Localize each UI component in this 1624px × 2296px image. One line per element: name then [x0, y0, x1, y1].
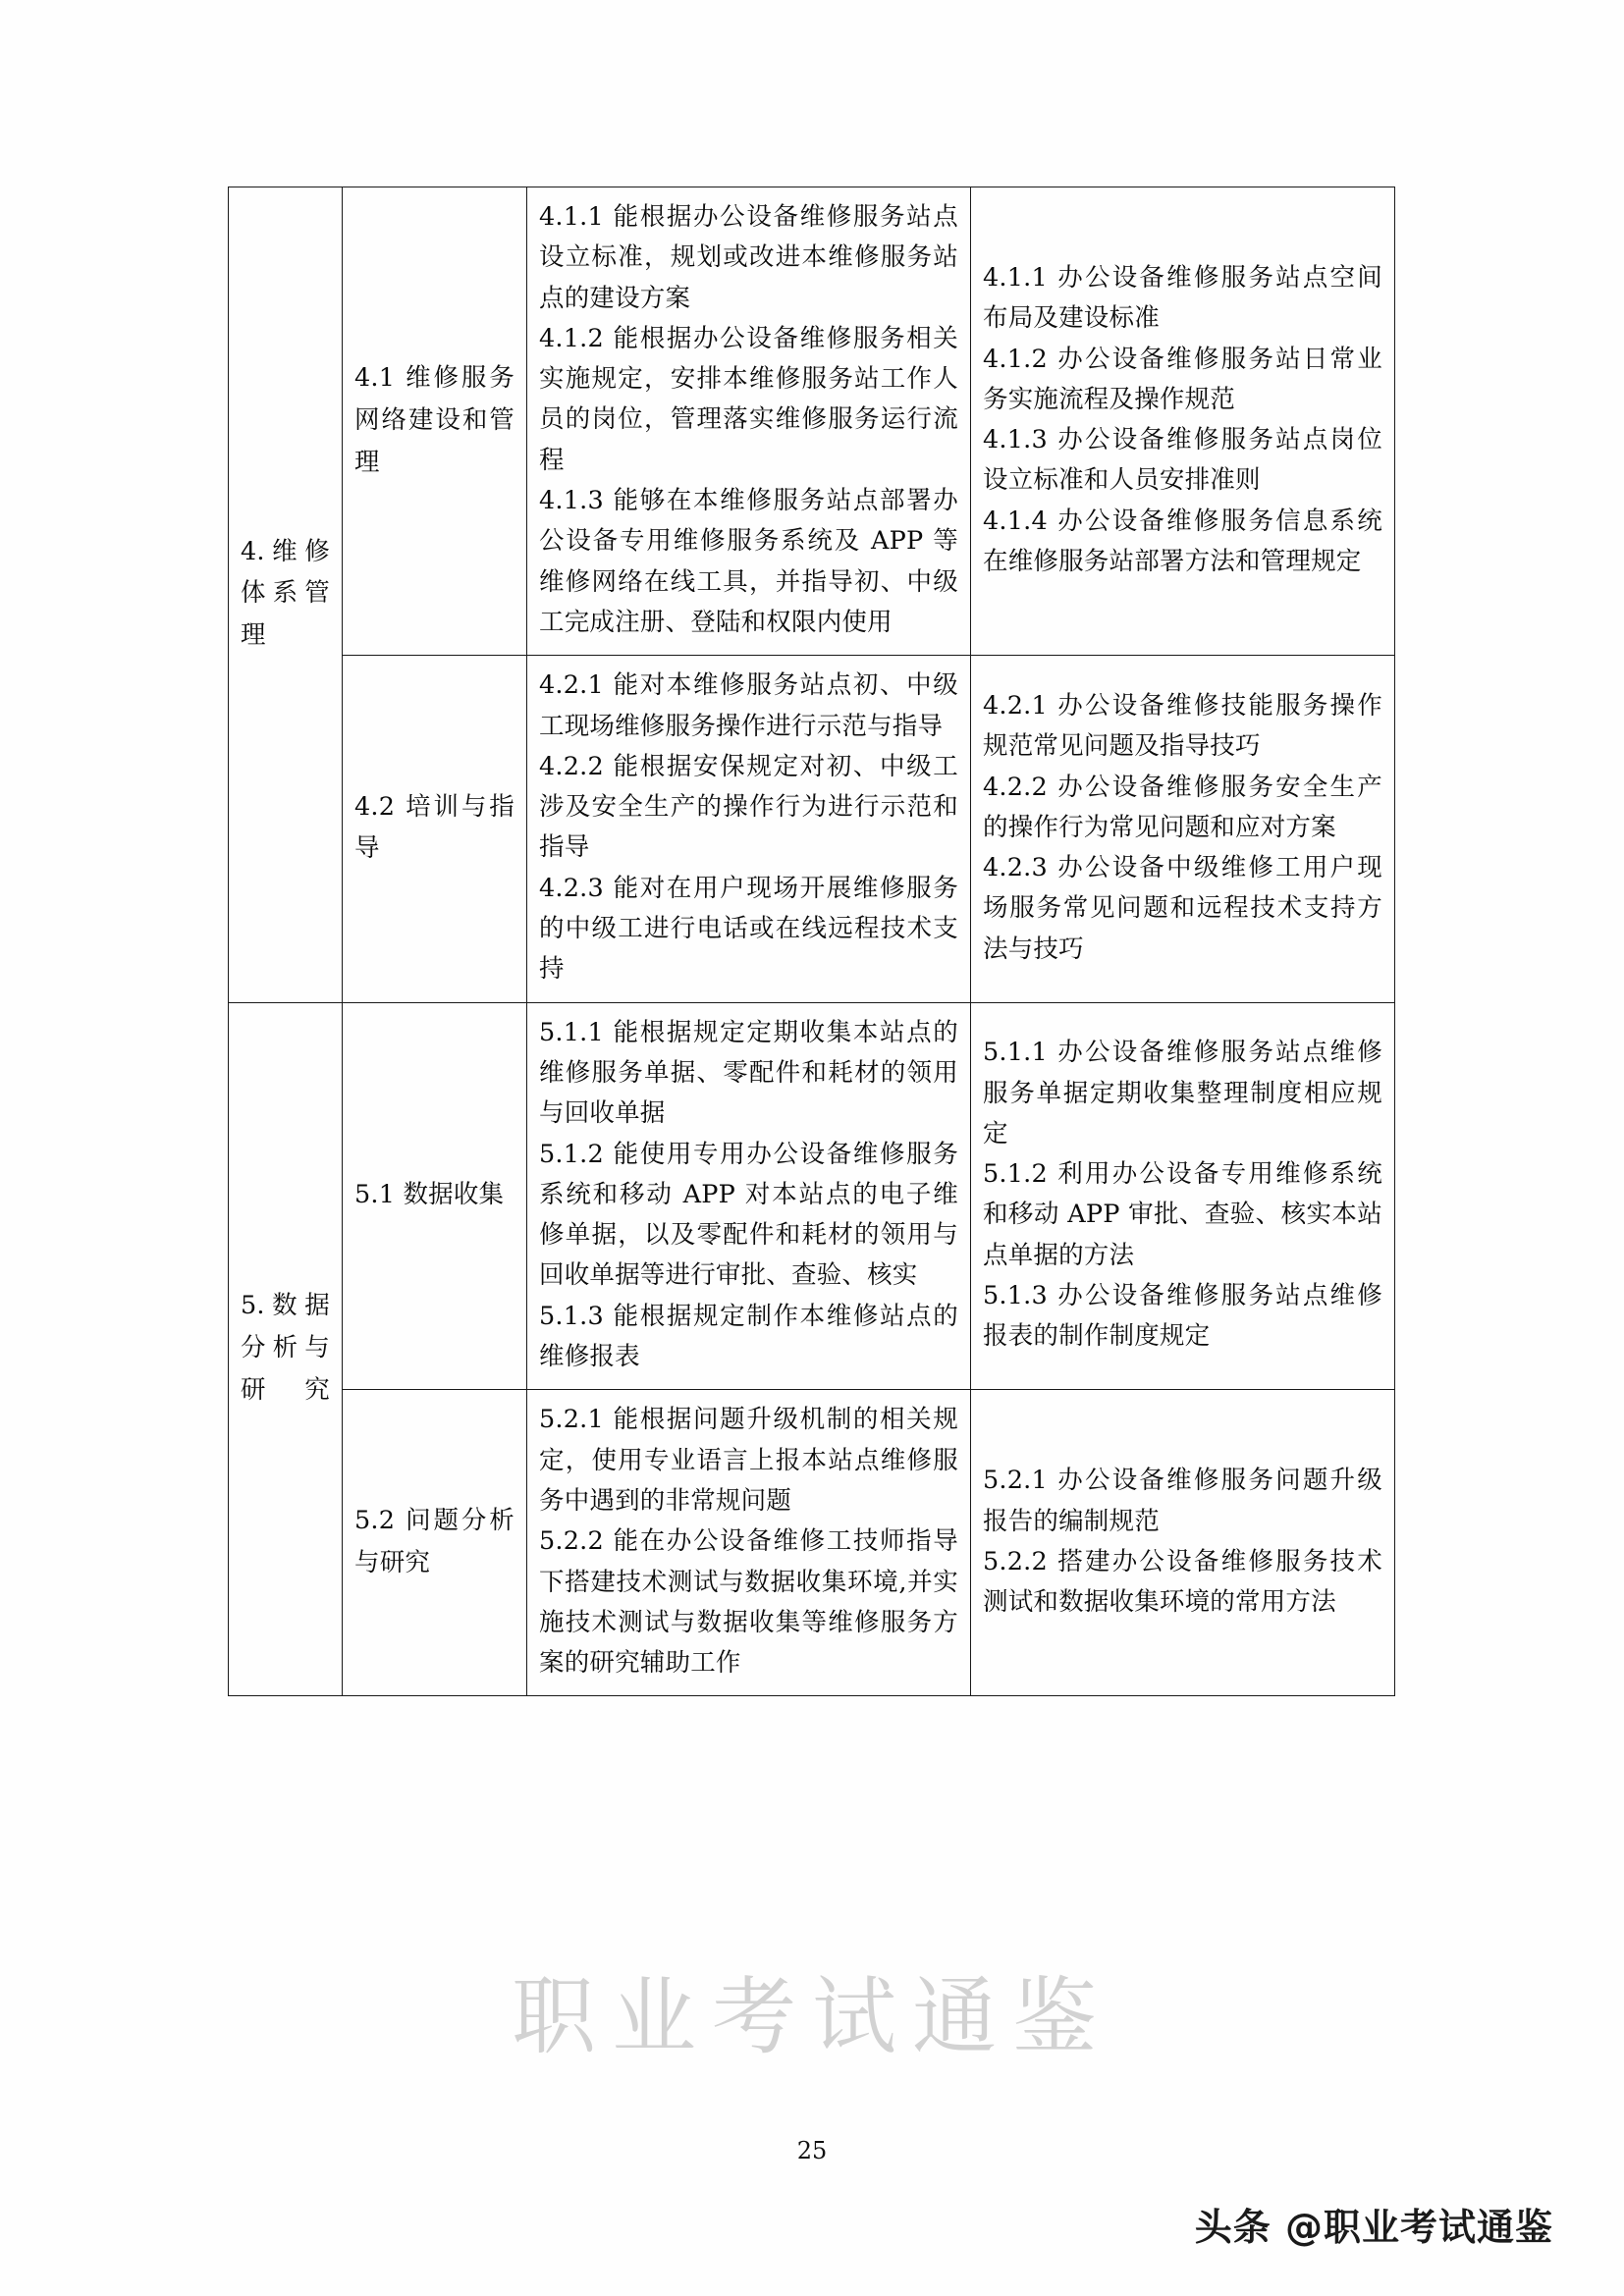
knowledge-item: 5.2.1 办公设备维修服务问题升级报告的编制规范: [983, 1466, 1382, 1536]
requirements-cell-5-1: [527, 1002, 971, 1390]
knowledge-item: 5.1.3 办公设备维修服务站点维修报表的制作制度规定: [983, 1281, 1382, 1352]
requirement-item: 5.2.2 能在办公设备维修工技师指导下搭建技术测试与数据收集环境,并实施技术测试与数据收集等维修服务方案的研究辅助工作: [539, 1526, 958, 1679]
knowledge-cell-4-1: [971, 187, 1395, 656]
knowledge-item: 5.1.2 利用办公设备专用维修系统和移动 APP 审批、查验、核实本站点单据的方法: [983, 1159, 1382, 1270]
table-row: [229, 656, 1395, 1002]
requirement-item: 5.1.1 能根据规定定期收集本站点的维修服务单据、零配件和耗材的领用与回收单据: [539, 1017, 958, 1129]
page-watermark: 职业考试通鉴: [512, 1968, 1112, 2066]
knowledge-item: 4.1.2 办公设备维修服务站日常业务实施流程及操作规范: [983, 344, 1382, 414]
sub-item-label-5-2: 5.2 问题分析与研究: [354, 1506, 514, 1577]
spec-table-container: [228, 187, 1394, 1696]
requirements-cell-4-2: [527, 656, 971, 1002]
requirement-item: 5.1.3 能根据规定制作本维修站点的维修报表: [539, 1301, 958, 1372]
sub-item-cell-5-1: [343, 1002, 527, 1390]
sub-item-cell-4-2: [343, 656, 527, 1002]
knowledge-cell-5-2: [971, 1390, 1395, 1696]
knowledge-item: 4.1.4 办公设备维修服务信息系统在维修服务站部署方法和管理规定: [983, 506, 1382, 577]
requirement-item: 5.2.1 能根据问题升级机制的相关规定，使用专业语言上报本站点维修服务中遇到的非常规问题: [539, 1405, 958, 1516]
table-row: [229, 1002, 1395, 1390]
knowledge-item: 4.2.3 办公设备中级维修工用户现场服务常见问题和远程技术支持方法与技巧: [983, 853, 1382, 964]
knowledge-item: 5.1.1 办公设备维修服务站点维修服务单据定期收集整理制度相应规定: [983, 1038, 1382, 1148]
sub-item-cell-4-1: [343, 187, 527, 656]
knowledge-item: 4.2.1 办公设备维修技能服务操作规范常见问题及指导技巧: [983, 690, 1382, 762]
table-row: [229, 187, 1395, 656]
knowledge-item: 4.1.3 办公设备维修服务站点岗位设立标准和人员安排准则: [983, 425, 1382, 496]
knowledge-item: 4.2.2 办公设备维修服务安全生产的操作行为常见问题和应对方案: [983, 772, 1382, 842]
requirements-cell-4-1: [527, 187, 971, 656]
knowledge-cell-5-1: [971, 1002, 1395, 1390]
sub-item-label-5-1: 5.1 数据收集: [354, 1180, 505, 1210]
requirement-item: 4.2.1 能对本维修服务站点初、中级工现场维修服务操作进行示范与指导: [539, 670, 958, 741]
requirement-item: 4.2.2 能根据安保规定对初、中级工涉及安全生产的操作行为进行示范和指导: [539, 751, 958, 863]
requirement-item: 4.1.2 能根据办公设备维修服务相关实施规定，安排本维修服务站工作人员的岗位，管理落实维修服务运行流程: [539, 323, 958, 475]
footer-brand: 头条 @职业考试通鉴: [1194, 2206, 1553, 2249]
table-row: [229, 1390, 1395, 1696]
requirement-item: 4.2.3 能对在用户现场开展维修服务的中级工进行电话或在线远程技术支持: [539, 873, 958, 985]
category-label-5: 5.数据分析与研究: [241, 1291, 330, 1405]
occupational-standard-table: [228, 187, 1395, 1696]
page-number: 25: [796, 2137, 828, 2164]
requirements-cell-5-2: [527, 1390, 971, 1696]
sub-item-label-4-1: 4.1 维修服务网络建设和管理: [354, 362, 514, 477]
knowledge-item: 4.1.1 办公设备维修服务站点空间布局及建设标准: [983, 262, 1382, 334]
requirement-item: 5.1.2 能使用专用办公设备维修服务系统和移动 APP 对本站点的电子维修单据，以及零配件和耗材的领用与回收单据等进行审批、查验、核实: [539, 1139, 958, 1291]
sub-item-label-4-2: 4.2 培训与指导: [354, 791, 514, 864]
knowledge-cell-4-2: [971, 656, 1395, 1002]
sub-item-cell-5-2: [343, 1390, 527, 1696]
requirement-item: 4.1.3 能够在本维修服务站点部署办公设备专用维修服务系统及 APP 等维修网络在线工具，并指导初、中级工完成注册、登陆和权限内使用: [539, 486, 958, 637]
category-label-4: 4.维修体系管理: [241, 536, 330, 651]
category-cell-4: [229, 187, 343, 1003]
knowledge-item: 5.2.2 搭建办公设备维修服务技术测试和数据收集环境的常用方法: [983, 1546, 1382, 1618]
requirement-item: 4.1.1 能根据办公设备维修服务站点设立标准，规划或改进本维修服务站点的建设方案: [539, 202, 958, 313]
category-cell-5: [229, 1002, 343, 1696]
